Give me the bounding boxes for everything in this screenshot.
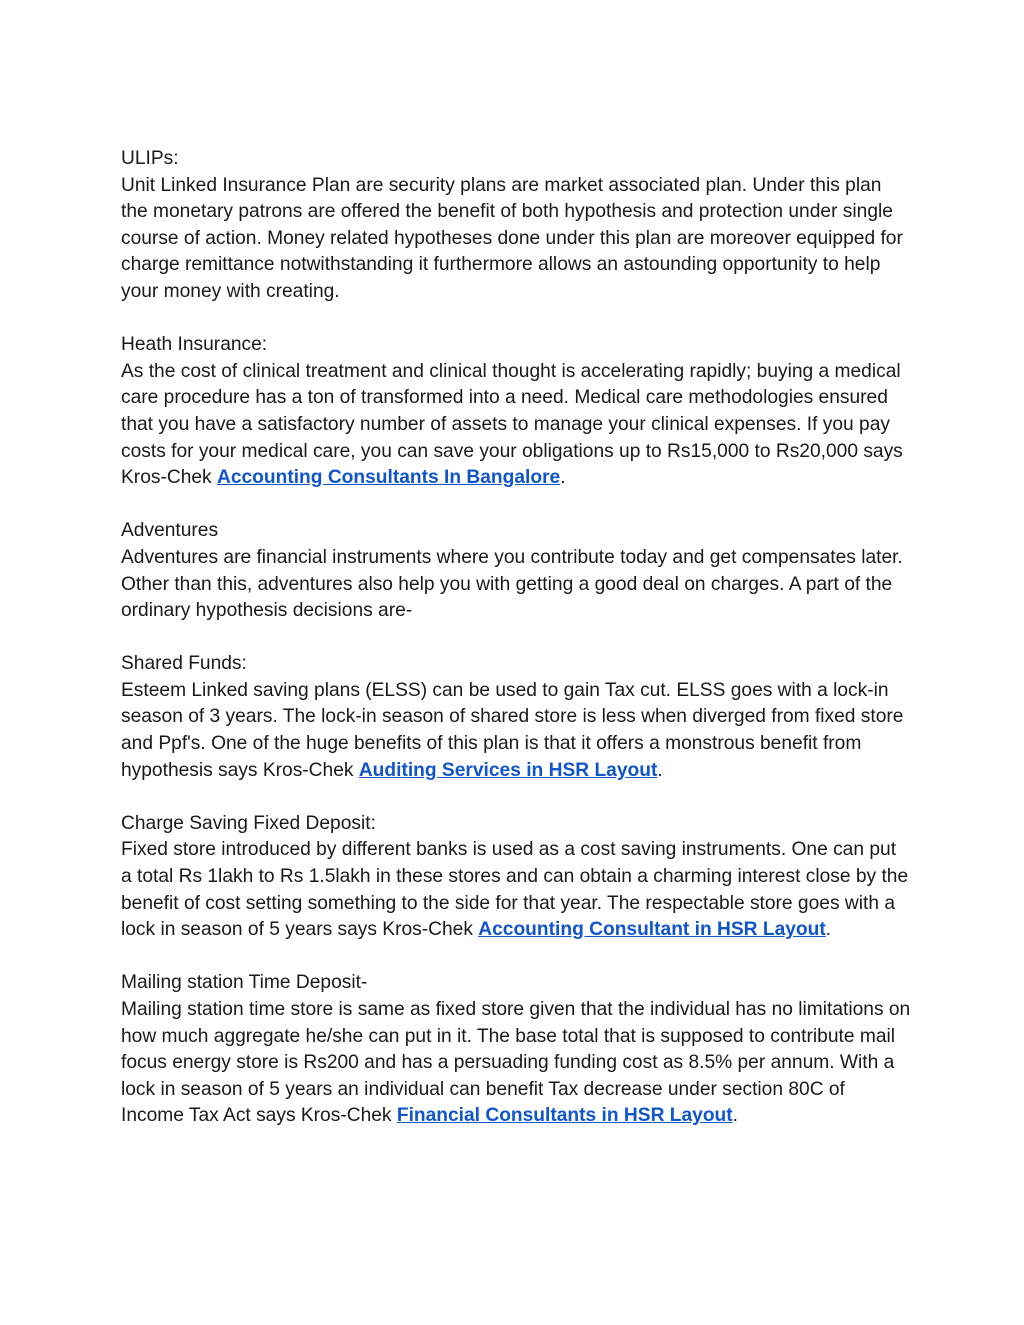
body-text: Unit Linked Insurance Plan are security plans are market associated plan. Under this plan the monetary patrons are offered the benefit of both hypothesis and protection under single course of action. Money related hypotheses done under this plan are moreover equipped for charge remittance notwithstanding it furthermore allows an astounding opportunity to help your money with creating. bbox=[121, 174, 903, 302]
section-body bbox=[121, 837, 911, 943]
financial-consultants-hsr-link[interactable]: Financial Consultants in HSR Layout bbox=[396, 1105, 733, 1127]
body-text: Fixed store introduced by different banks is used as a cost saving instruments. One can put a total Rs 1lakh to Rs 1.5lakh in these stores and can obtain a charming interest close by the benefit of cost setting something to the side for that year. The respectable store goes with a lock in season of 5 years says Kros-Chek bbox=[121, 839, 909, 941]
body-tail: . bbox=[732, 1105, 738, 1127]
body-text: Esteem Linked saving plans (ELSS) can be used to gain Tax cut. ELSS goes with a lock-in season of 3 years. The lock-in season of shared store is less when diverged from fixed store and Ppf's. One of the huge benefits of this plan is that it offers a monstrous benefit from hypothesis says Kros-Chek bbox=[121, 679, 904, 781]
accounting-consultant-hsr-link[interactable]: Accounting Consultant in HSR Layout bbox=[478, 919, 826, 941]
section-body bbox=[121, 359, 911, 492]
body-text: Adventures are financial instruments where you contribute today and get compensates later. Other than this, adventures also help you with getting a good deal on charges. A part of the ordinary hypothesis decisions are- bbox=[121, 546, 903, 622]
section-heading: Adventures bbox=[121, 520, 219, 542]
section-adventures bbox=[121, 518, 911, 624]
document-page bbox=[121, 146, 911, 1157]
body-text: As the cost of clinical treatment and clinical thought is accelerating rapidly; buying a medical care procedure has a ton of transformed into a need. Medical care methodologies ensured that you have a satisfactory number of assets to manage your clinical expenses. If you pay costs for your medical care, you can save your obligations up to Rs15,000 to Rs20,000 says Kros-Chek bbox=[121, 360, 903, 489]
body-tail: . bbox=[825, 919, 832, 941]
body-text: Mailing station time store is same as fixed store given that the individual has no limitations on how much aggregate he/she can put in it. The base total that is supposed to contribute mail focus energy store is Rs200 and has a persuading funding cost as 8.5% per annum. With a lock in season of 5 years an individual can benefit Tax decrease under section 80C of Income Tax Act says Kros-Chek bbox=[121, 999, 911, 1127]
section-body bbox=[121, 545, 911, 625]
auditing-services-hsr-link[interactable]: Auditing Services in HSR Layout bbox=[358, 759, 658, 781]
section-heading: ULIPs: bbox=[121, 148, 179, 169]
section-body bbox=[121, 678, 911, 784]
section-body bbox=[121, 997, 911, 1130]
section-post-office-deposit bbox=[121, 970, 911, 1130]
section-heading: Heath Insurance: bbox=[121, 334, 268, 356]
section-heading: Mailing station Time Deposit- bbox=[121, 972, 368, 994]
section-ulips bbox=[121, 146, 911, 306]
accounting-consultants-bangalore-link[interactable]: Accounting Consultants In Bangalore bbox=[216, 467, 561, 489]
section-health-insurance bbox=[121, 332, 911, 492]
section-tax-saving-fd bbox=[121, 811, 911, 944]
section-shared-funds bbox=[121, 651, 911, 784]
section-heading: Charge Saving Fixed Deposit: bbox=[121, 812, 376, 834]
section-body bbox=[121, 173, 911, 306]
body-tail: . bbox=[657, 759, 663, 781]
body-tail: . bbox=[560, 467, 566, 489]
section-heading: Shared Funds: bbox=[121, 653, 247, 675]
